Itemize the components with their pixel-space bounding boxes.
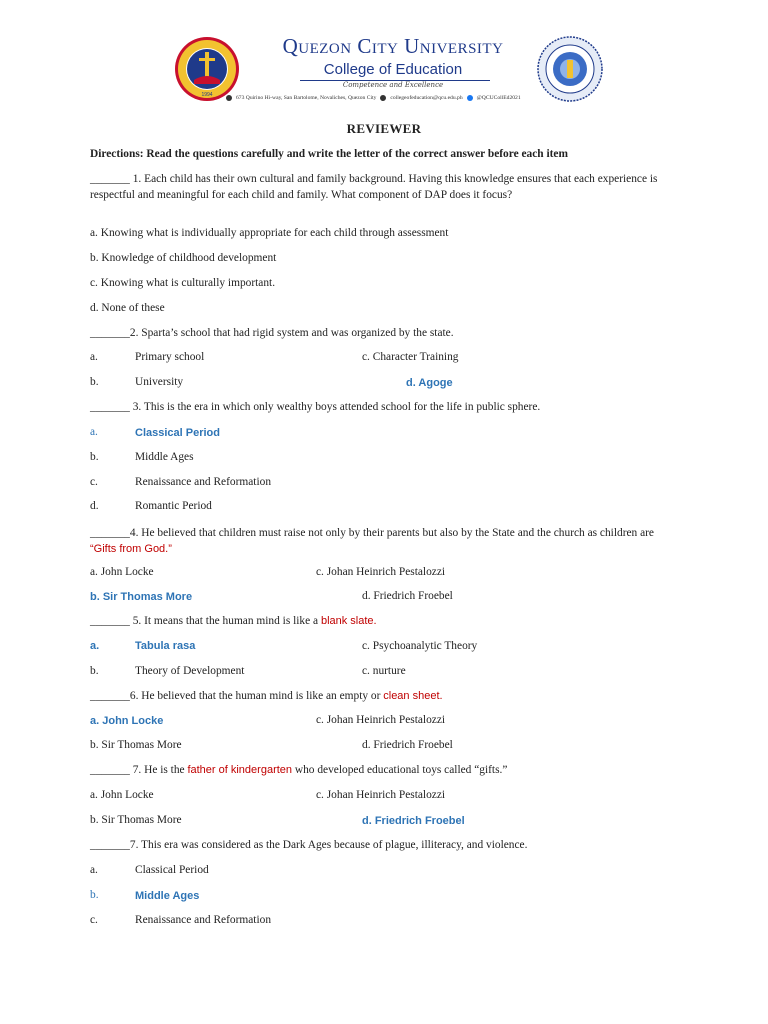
q2-option-b-letter: b. — [90, 376, 99, 388]
question-2-stem: _______2. Sparta’s school that had rigid system and was organized by the state. — [90, 327, 454, 339]
q6-highlight: clean sheet. — [383, 690, 443, 702]
question-4-stem — [90, 525, 682, 557]
question-1-stem: _______ 1. Each child has their own cultural and family background. Having this knowledge ensures that each experience is respectful and meaningful for each child and family. What component of DAP does it focus? — [90, 173, 658, 201]
q5-option-a-letter: a. — [90, 640, 100, 652]
q7-highlight: father of kindergarten — [187, 764, 293, 776]
contact-line — [226, 93, 556, 103]
q7-option-c: c. Johan Heinrich Pestalozzi — [316, 789, 446, 801]
q5-option-c: c. Psychoanalytic Theory — [362, 640, 478, 652]
q6-stem-text: _______6. He believed that the human mind is like an empty or — [90, 690, 384, 702]
q7-option-b: b. Sir Thomas More — [90, 814, 182, 826]
q2-option-d-answer: d. Agoge — [406, 377, 453, 389]
q4-stem-text: _______4. He believed that children must raise not only by their parents but also by the State and the church as children are — [90, 527, 654, 539]
q1-option-c: c. Knowing what is culturally important. — [90, 277, 276, 289]
q7-stem-post: who developed educational toys called “gifts.” — [292, 764, 508, 776]
q4-option-c: c. Johan Heinrich Pestalozzi — [316, 566, 446, 578]
question-8-stem: _______7. This era was considered as the Dark Ages because of plague, illiteracy, and violence. — [90, 839, 528, 851]
address: 673 Quirino Hi-way, San Bartolome, Novaliches, Quezon City — [236, 95, 377, 101]
q1-option-a: a. Knowing what is individually appropriate for each child through assessment — [90, 227, 449, 239]
q5-option-b: Theory of Development — [135, 665, 245, 677]
email-icon — [380, 95, 386, 101]
seal-year: 1994 — [201, 92, 213, 98]
q1-option-d: d. None of these — [90, 302, 165, 314]
q7-stem-pre: _______ 7. He is the — [90, 764, 188, 776]
q4-option-d: d. Friedrich Froebel — [362, 590, 453, 602]
q2-option-c: c. Character Training — [362, 351, 459, 363]
q3-option-c: Renaissance and Reformation — [135, 476, 272, 488]
q3-option-b-letter: b. — [90, 451, 99, 463]
question-7-stem — [90, 764, 507, 776]
q2-option-b: University — [135, 376, 184, 388]
page-title: REVIEWER — [346, 121, 422, 136]
question-5-stem — [90, 615, 377, 627]
q4-option-b-answer: b. Sir Thomas More — [90, 591, 193, 603]
email: collegeofeducation@qcu.edu.ph — [390, 95, 463, 101]
letterhead — [0, 0, 768, 110]
q3-option-a-answer: Classical Period — [135, 427, 220, 439]
q5-option-a-answer: Tabula rasa — [135, 640, 196, 652]
q2-option-a: Primary school — [135, 351, 205, 363]
q6-option-c: c. Johan Heinrich Pestalozzi — [316, 714, 446, 726]
q1-option-b: b. Knowledge of childhood development — [90, 252, 277, 264]
q5-stem-text: _______ 5. It means that the human mind is like a — [90, 615, 321, 627]
motto: Competence and Excellence — [342, 81, 444, 89]
q5-option-b-letter: b. — [90, 665, 99, 677]
question-6-stem — [90, 690, 443, 702]
q7-option-d-answer: d. Friedrich Froebel — [362, 815, 465, 827]
q3-option-a-letter: a. — [90, 426, 98, 438]
q6-option-b: b. Sir Thomas More — [90, 739, 182, 751]
q8-option-a-letter: a. — [90, 864, 98, 876]
college-seal-icon — [537, 36, 603, 102]
facebook-icon — [467, 95, 473, 101]
q6-option-d: d. Friedrich Froebel — [362, 739, 453, 751]
q8-option-c-letter: c. — [90, 914, 98, 926]
q5-highlight: blank slate. — [320, 615, 377, 627]
q3-option-d: Romantic Period — [135, 500, 212, 512]
q3-option-b: Middle Ages — [135, 451, 194, 463]
facebook-handle: @QCUCollEd2021 — [476, 95, 521, 101]
q8-option-c: Renaissance and Reformation — [135, 914, 272, 926]
q3-option-c-letter: c. — [90, 476, 98, 488]
q7-option-a: a. John Locke — [90, 789, 154, 801]
question-3-stem: _______ 3. This is the era in which only wealthy boys attended school for the life in public sphere. — [90, 401, 541, 413]
location-icon — [226, 95, 232, 101]
q6-option-a-answer: a. John Locke — [90, 715, 164, 727]
q5-option-d: c. nurture — [362, 665, 406, 677]
q8-option-b-letter: b. — [90, 889, 99, 901]
q4-option-a: a. John Locke — [90, 566, 154, 578]
q4-highlight: “Gifts from God.” — [90, 543, 172, 555]
university-name: Quezon City University — [282, 34, 504, 58]
directions: Directions: Read the questions carefully and write the letter of the correct answer before each item — [90, 148, 568, 160]
q3-option-d-letter: d. — [90, 500, 99, 512]
q8-option-b-answer: Middle Ages — [135, 890, 200, 902]
q2-option-a-letter: a. — [90, 351, 98, 363]
q8-option-a: Classical Period — [135, 864, 209, 876]
college-name: College of Education — [323, 61, 463, 78]
